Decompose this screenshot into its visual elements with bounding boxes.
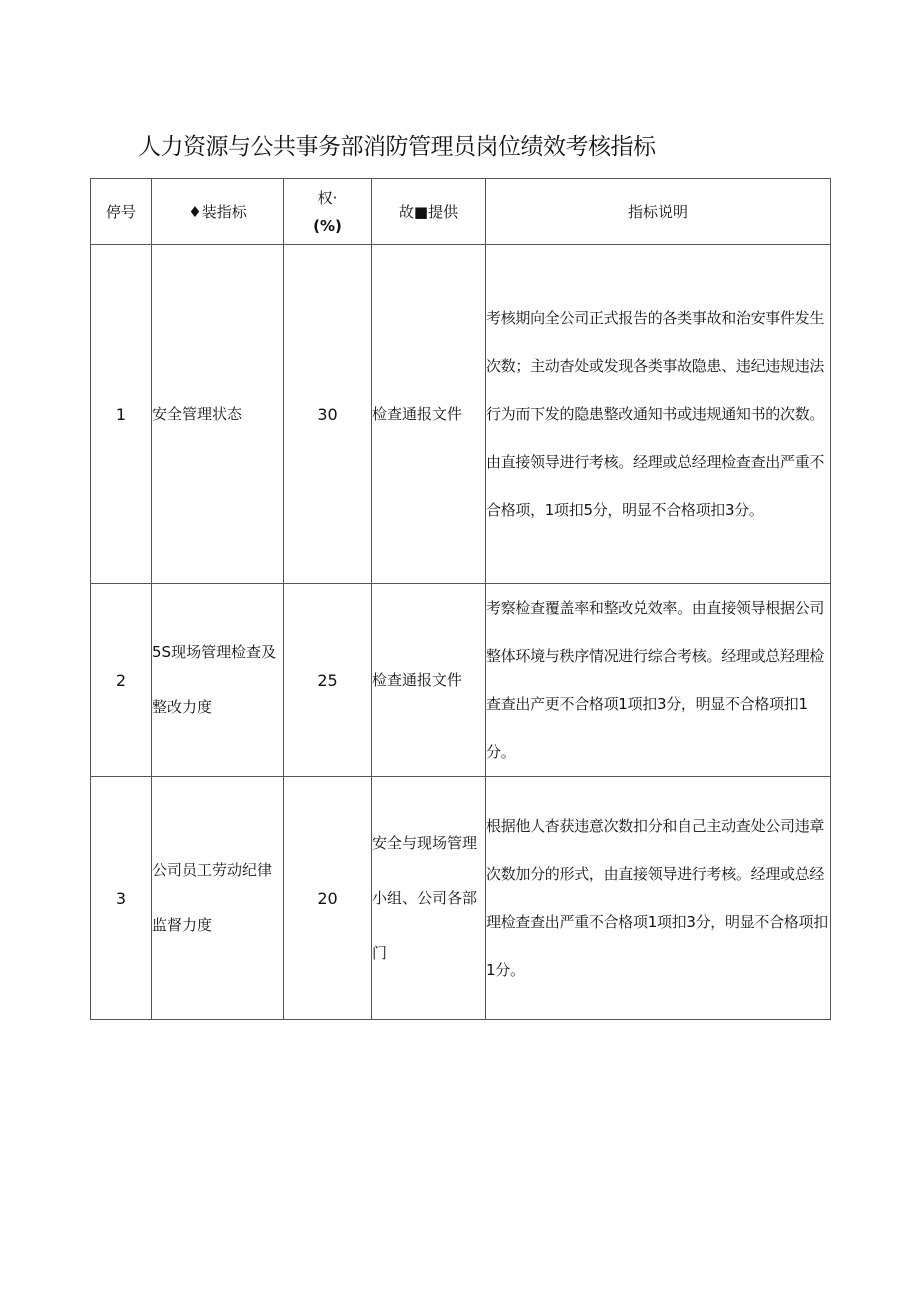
header-description: 指标说明 (486, 179, 831, 245)
page-title: 人力资源与公共事务部消防管理员岗位绩效考核指标 (138, 134, 656, 160)
header-seq: 停号 (91, 179, 152, 245)
row-seq: 1 (91, 245, 152, 584)
row-seq: 2 (91, 584, 152, 777)
row-weight: 30 (284, 245, 372, 584)
header-weight (284, 179, 372, 245)
row-indicator: 5S现场管理检查及整改力度 (152, 584, 284, 777)
row-indicator: 安全管理状态 (152, 245, 284, 584)
row-seq: 3 (91, 777, 152, 1020)
row-weight: 20 (284, 777, 372, 1020)
table-row (91, 584, 831, 777)
table-row (91, 777, 831, 1020)
kpi-table (90, 178, 831, 1020)
table-header-row (91, 179, 831, 245)
row-indicator: 公司员工劳动纪律监督力度 (152, 777, 284, 1020)
row-source: 安全与现场管理小组、公司各部门 (372, 777, 486, 1020)
header-source: 故■提供 (372, 179, 486, 245)
row-description: 根据他人杳获违意次数扣分和自己主动查处公司违章次数加分的形式，由直接领导进行考核。经理或总经理检查查出严重不合格项1项扣3分，明显不合格项扣1分。 (486, 777, 831, 1020)
header-weight-label: 权· (317, 188, 338, 207)
table-row (91, 245, 831, 584)
row-source: 检查通报文件 (372, 584, 486, 777)
row-description: 考察检查覆盖率和整改兑效率。由直接领导根据公司整体环境与秩序情况进行综合考核。经理或总羟理检查查出产更不合格项1项扣3分，明显不合格项扣1分。 (486, 584, 831, 777)
header-indicator: ♦装指标 (152, 179, 284, 245)
row-weight: 25 (284, 584, 372, 777)
row-source: 检查通报文件 (372, 245, 486, 584)
header-weight-unit: (%) (313, 216, 342, 235)
row-description: 考核期向全公司正式报告的各类事故和治安事件发生次数；主动杳处或发现各类事故隐患、违纪违规违法行为而下发的隐患整改通知书或违规通知书的次数。由直接领导进行考核。经理或总经理检查查出严重不合格项，1项扣5分，明显不合格项扣3分。 (486, 245, 831, 584)
